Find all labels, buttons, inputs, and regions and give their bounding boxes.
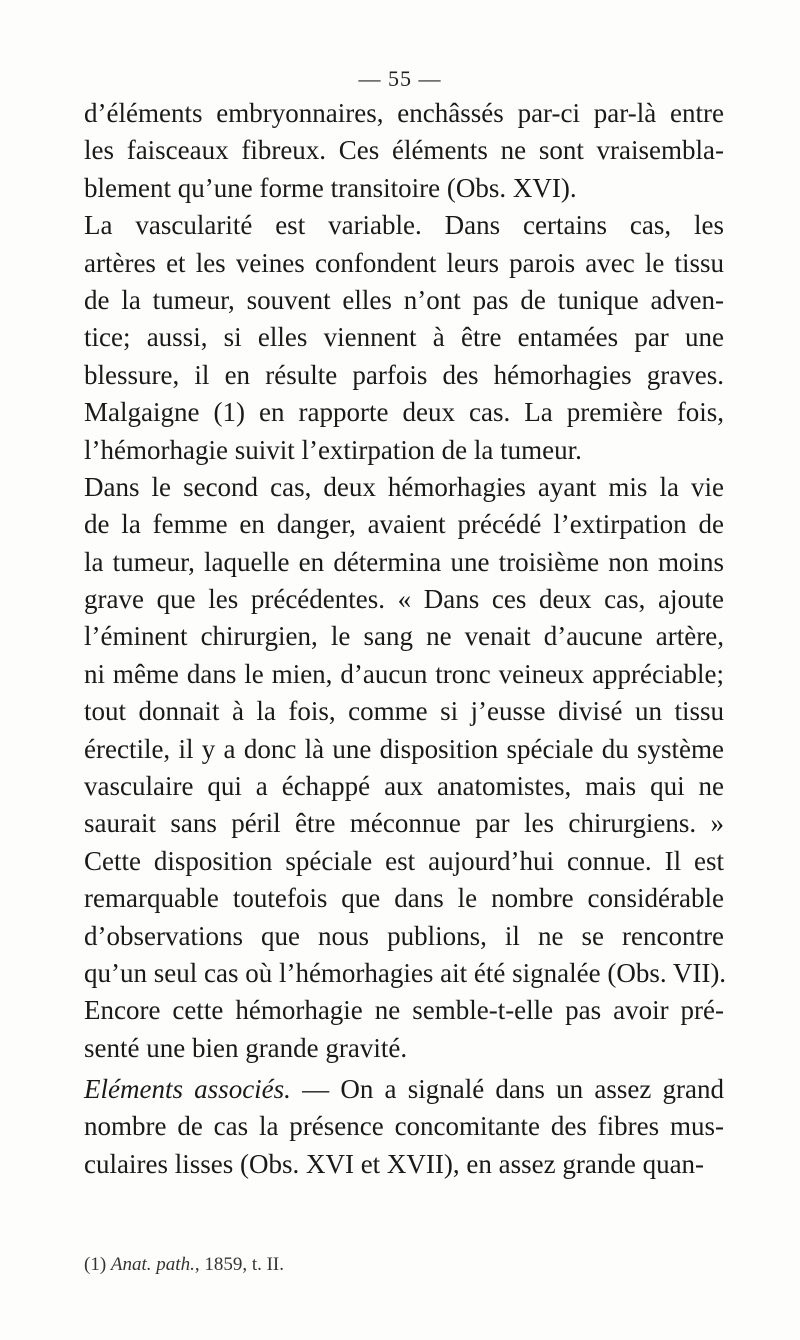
text-line: saurait sans péril être méconnue par les chirurgiens. » xyxy=(84,808,724,839)
text-line: l’éminent chirurgien, le sang ne venait d’aucune artère, xyxy=(84,621,724,652)
section-title: Eléments associés. xyxy=(84,1074,291,1104)
footnote xyxy=(84,1254,724,1276)
text-line: Dans le second cas, deux hémorhagies ayant mis la vie xyxy=(84,471,724,502)
text-line: ni même dans le mien, d’aucun tronc veineux appréciable; xyxy=(84,658,724,689)
section-first-line-text: — On a signalé dans un assez grand xyxy=(290,1074,724,1104)
section-line: nombre de cas la présence concomitante des fibres mus- xyxy=(84,1111,724,1142)
text-line: Malgaigne (1) en rapporte deux cas. La première fois, xyxy=(84,397,724,428)
text-line: senté une bien grande gravité. xyxy=(84,1032,408,1063)
text-line: tout donnait à la fois, comme si j’eusse divisé un tissu xyxy=(84,696,724,727)
section-line: culaires lisses (Obs. XVI et XVII), en assez grande quan- xyxy=(84,1148,705,1179)
text-line: tice; aussi, si elles viennent à être entamées par une xyxy=(84,322,724,353)
footnote-source: Anat. path. xyxy=(110,1254,195,1275)
text-line: d’éléments embryonnaires, enchâssés par-ci par-là entre xyxy=(84,98,724,128)
text-line: érectile, il y a donc là une disposition spéciale du système xyxy=(84,733,724,764)
text-line: remarquable toutefois que dans le nombre considérable xyxy=(84,883,724,914)
main-paragraphs xyxy=(84,95,727,1067)
text-line: blement qu’une forme transitoire (Obs. XVI). xyxy=(84,172,577,203)
text-line: d’observations que nous publions, il ne se rencontre xyxy=(84,920,724,951)
text-line: de la femme en danger, avaient précédé l’extirpation de xyxy=(84,509,724,540)
text-line: la tumeur, laquelle en détermina une troisième non moins xyxy=(84,546,724,577)
text-line: blessure, il en résulte parfois des hémorhagies graves. xyxy=(84,359,724,390)
text-line: Encore cette hémorhagie ne semble-t-elle pas avoir pré- xyxy=(84,995,724,1026)
footnote-details: , 1859, t. II. xyxy=(194,1254,285,1275)
text-line: La vascularité est variable. Dans certains cas, les xyxy=(84,210,724,241)
section-first-line xyxy=(84,1071,724,1108)
footnote-marker: (1) xyxy=(84,1254,111,1275)
text-line: les faisceaux fibreux. Ces éléments ne sont vraisembla- xyxy=(84,135,724,166)
text-line: l’hémorhagie suivit l’extirpation de la tumeur. xyxy=(84,434,582,465)
page-number: — 55 — xyxy=(358,66,442,91)
section-associated-elements xyxy=(84,1071,724,1183)
text-line: grave que les précédentes. « Dans ces deux cas, ajoute xyxy=(84,584,724,615)
text-line: artères et les veines confondent leurs parois avec le tissu xyxy=(84,247,724,278)
text-line: de la tumeur, souvent elles n’ont pas de tunique adven- xyxy=(84,284,724,315)
text-line: qu’un seul cas où l’hémorhagies ait été signalée (Obs. VII). xyxy=(84,957,727,988)
text-line: Cette disposition spéciale est aujourd’hui connue. Il est xyxy=(84,845,724,876)
text-line: vasculaire qui a échappé aux anatomistes, mais qui ne xyxy=(84,771,724,802)
